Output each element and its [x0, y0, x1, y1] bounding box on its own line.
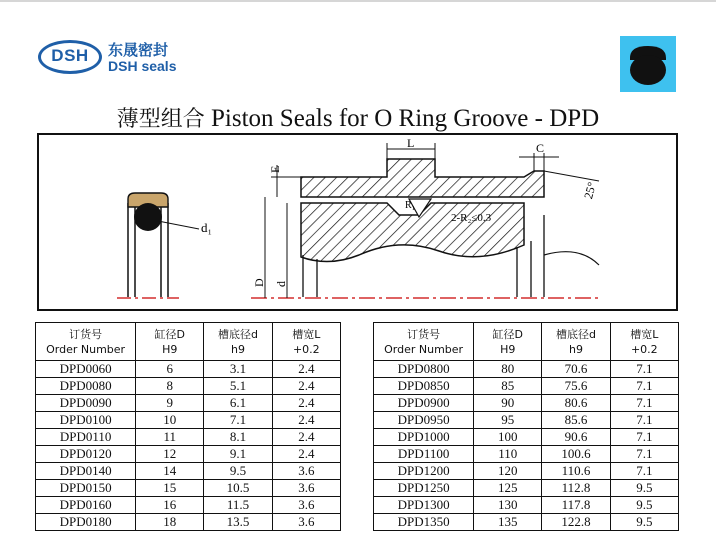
order-number-cell: DPD0800	[374, 361, 474, 378]
groove-diameter-cell: 100.6	[542, 446, 610, 463]
groove-width-cell: 2.4	[272, 361, 340, 378]
groove-width-cell: 7.1	[610, 429, 678, 446]
order-number-cell: DPD0060	[36, 361, 136, 378]
header-cn: 槽宽L	[630, 327, 659, 341]
bore-diameter-cell: 8	[136, 378, 204, 395]
groove-diameter-cell: 3.1	[204, 361, 272, 378]
order-number-cell: DPD1300	[374, 497, 474, 514]
groove-diameter-cell: 117.8	[542, 497, 610, 514]
groove-diameter-cell: 75.6	[542, 378, 610, 395]
groove-diameter-cell: 8.1	[204, 429, 272, 446]
logo-brand-text: DSH	[51, 46, 89, 65]
o-ring-shape	[134, 203, 162, 231]
groove-diameter-cell: 6.1	[204, 395, 272, 412]
groove-diameter-cell: 11.5	[204, 497, 272, 514]
table-row	[374, 497, 679, 514]
order-number-cell: DPD0080	[36, 378, 136, 395]
order-number-cell: DPD0900	[374, 395, 474, 412]
header-en: h9	[231, 342, 245, 356]
bore-diameter-cell: 130	[474, 497, 542, 514]
page-title	[0, 102, 716, 133]
top-divider	[0, 0, 716, 2]
header-en: H9	[162, 342, 178, 356]
order-number-cell: DPD0120	[36, 446, 136, 463]
label-D: D	[252, 278, 266, 287]
groove-width-cell: 2.4	[272, 395, 340, 412]
groove-diameter-cell: 70.6	[542, 361, 610, 378]
header-cn: 槽底径d	[556, 327, 596, 341]
table-row	[36, 412, 341, 429]
title-chinese: 薄型组合	[116, 107, 205, 132]
table-row	[374, 361, 679, 378]
groove-width-cell: 3.6	[272, 497, 340, 514]
seal-sketch	[117, 193, 199, 298]
order-number-cell: DPD0100	[36, 412, 136, 429]
groove-width-cell: 3.6	[272, 463, 340, 480]
groove-width-cell: 9.5	[610, 480, 678, 497]
header-cn: 订货号	[69, 327, 103, 341]
groove-diameter-cell: 90.6	[542, 429, 610, 446]
table-row	[374, 429, 679, 446]
table-row	[36, 395, 341, 412]
header-en: +0.2	[630, 342, 658, 356]
bore-diameter-cell: 80	[474, 361, 542, 378]
groove-width-cell: 2.4	[272, 412, 340, 429]
order-number-cell: DPD0110	[36, 429, 136, 446]
logo-chinese-name: 东晟密封	[108, 41, 169, 59]
header-en: Order Number	[46, 342, 126, 356]
table-header-row	[374, 323, 679, 361]
groove-width-cell: 7.1	[610, 446, 678, 463]
order-number-cell: DPD1350	[374, 514, 474, 531]
bore-diameter-cell: 6	[136, 361, 204, 378]
groove-diameter-cell: 9.1	[204, 446, 272, 463]
header-order-number	[36, 323, 136, 361]
bore-diameter-cell: 15	[136, 480, 204, 497]
header-en: h9	[569, 342, 583, 356]
table-row	[36, 463, 341, 480]
label-C: C	[536, 141, 545, 155]
table-row	[36, 446, 341, 463]
table-row	[374, 480, 679, 497]
groove-width-cell: 3.6	[272, 480, 340, 497]
order-number-cell: DPD0160	[36, 497, 136, 514]
bore-diameter-cell: 110	[474, 446, 542, 463]
table-row	[374, 446, 679, 463]
order-table-left	[35, 322, 341, 531]
bore-diameter-cell: 11	[136, 429, 204, 446]
groove-width-cell: 7.1	[610, 361, 678, 378]
groove-diameter-cell: 10.5	[204, 480, 272, 497]
order-number-cell: DPD0150	[36, 480, 136, 497]
table-row	[36, 480, 341, 497]
bore-diameter-cell: 10	[136, 412, 204, 429]
header-bore-diameter	[474, 323, 542, 361]
bore-diameter-cell: 12	[136, 446, 204, 463]
header-cn: 槽宽L	[292, 327, 321, 341]
seal-profile-icon	[620, 36, 676, 92]
table-row	[36, 378, 341, 395]
groove-diameter-cell: 13.5	[204, 514, 272, 531]
table-header-row	[36, 323, 341, 361]
header-cn: 缸径D	[154, 327, 186, 341]
bore-diameter-cell: 9	[136, 395, 204, 412]
table-row	[374, 514, 679, 531]
header-groove-width	[272, 323, 340, 361]
groove-diameter-cell: 80.6	[542, 395, 610, 412]
bore-diameter-cell: 16	[136, 497, 204, 514]
order-number-cell: DPD0140	[36, 463, 136, 480]
groove-diameter-cell: 110.6	[542, 463, 610, 480]
bore-diameter-cell: 14	[136, 463, 204, 480]
cylinder-wall	[301, 159, 544, 197]
groove-diameter-cell: 122.8	[542, 514, 610, 531]
bore-diameter-cell: 95	[474, 412, 542, 429]
groove-cross-section	[39, 135, 676, 309]
order-number-cell: DPD1000	[374, 429, 474, 446]
order-number-cell: DPD1250	[374, 480, 474, 497]
header-en: Order Number	[384, 342, 464, 356]
seal-profile-thumbnail	[620, 36, 676, 92]
order-number-cell: DPD1200	[374, 463, 474, 480]
header-bore-diameter	[136, 323, 204, 361]
header-groove-width	[610, 323, 678, 361]
groove-diameter-cell: 112.8	[542, 480, 610, 497]
table-row	[36, 429, 341, 446]
label-d: d	[274, 281, 288, 287]
bore-diameter-cell: 18	[136, 514, 204, 531]
order-number-cell: DPD0180	[36, 514, 136, 531]
table-row	[374, 395, 679, 412]
order-table-right	[373, 322, 679, 531]
groove-width-cell: 3.6	[272, 514, 340, 531]
label-E: E	[268, 165, 282, 173]
label-d1: d₁	[201, 220, 213, 235]
groove-diameter-cell: 85.6	[542, 412, 610, 429]
table-row	[36, 361, 341, 378]
header-groove-diameter	[204, 323, 272, 361]
order-number-cell: DPD1100	[374, 446, 474, 463]
table-row	[374, 412, 679, 429]
header-en: H9	[500, 342, 516, 356]
groove-width-cell: 2.4	[272, 429, 340, 446]
label-angle: 25°	[581, 180, 600, 201]
table-row	[36, 514, 341, 531]
order-number-cell: DPD0950	[374, 412, 474, 429]
groove-width-cell: 9.5	[610, 497, 678, 514]
groove-diameter-cell: 9.5	[204, 463, 272, 480]
order-number-cell: DPD0090	[36, 395, 136, 412]
label-L: L	[407, 136, 415, 150]
label-R2: 2-R₂≤0.3	[451, 212, 492, 224]
technical-drawing	[37, 133, 678, 311]
bore-diameter-cell: 125	[474, 480, 542, 497]
header-cn: 缸径D	[492, 327, 523, 341]
bore-diameter-cell: 90	[474, 395, 542, 412]
groove-width-cell: 9.5	[610, 514, 678, 531]
header-cn: 订货号	[407, 327, 441, 341]
groove-width-cell: 7.1	[610, 395, 678, 412]
header-en: +0.2	[292, 342, 320, 356]
bore-diameter-cell: 85	[474, 378, 542, 395]
table-row	[36, 497, 341, 514]
bore-diameter-cell: 100	[474, 429, 542, 446]
header-order-number	[374, 323, 474, 361]
bore-diameter-cell: 135	[474, 514, 542, 531]
groove-width-cell: 2.4	[272, 378, 340, 395]
table-row	[374, 463, 679, 480]
table-row	[374, 378, 679, 395]
groove-width-cell: 7.1	[610, 463, 678, 480]
groove-diameter-cell: 7.1	[204, 412, 272, 429]
header-cn: 槽底径d	[218, 327, 258, 341]
groove-width-cell: 7.1	[610, 412, 678, 429]
groove-width-cell: 7.1	[610, 378, 678, 395]
label-R1: R₁	[405, 200, 416, 211]
order-number-cell: DPD0850	[374, 378, 474, 395]
logo-english-name: DSH seals	[108, 58, 177, 74]
bore-diameter-cell: 120	[474, 463, 542, 480]
header-groove-diameter	[542, 323, 610, 361]
groove-diameter-cell: 5.1	[204, 378, 272, 395]
title-english: Piston Seals for O Ring Groove - DPD	[204, 105, 600, 132]
groove-width-cell: 2.4	[272, 446, 340, 463]
